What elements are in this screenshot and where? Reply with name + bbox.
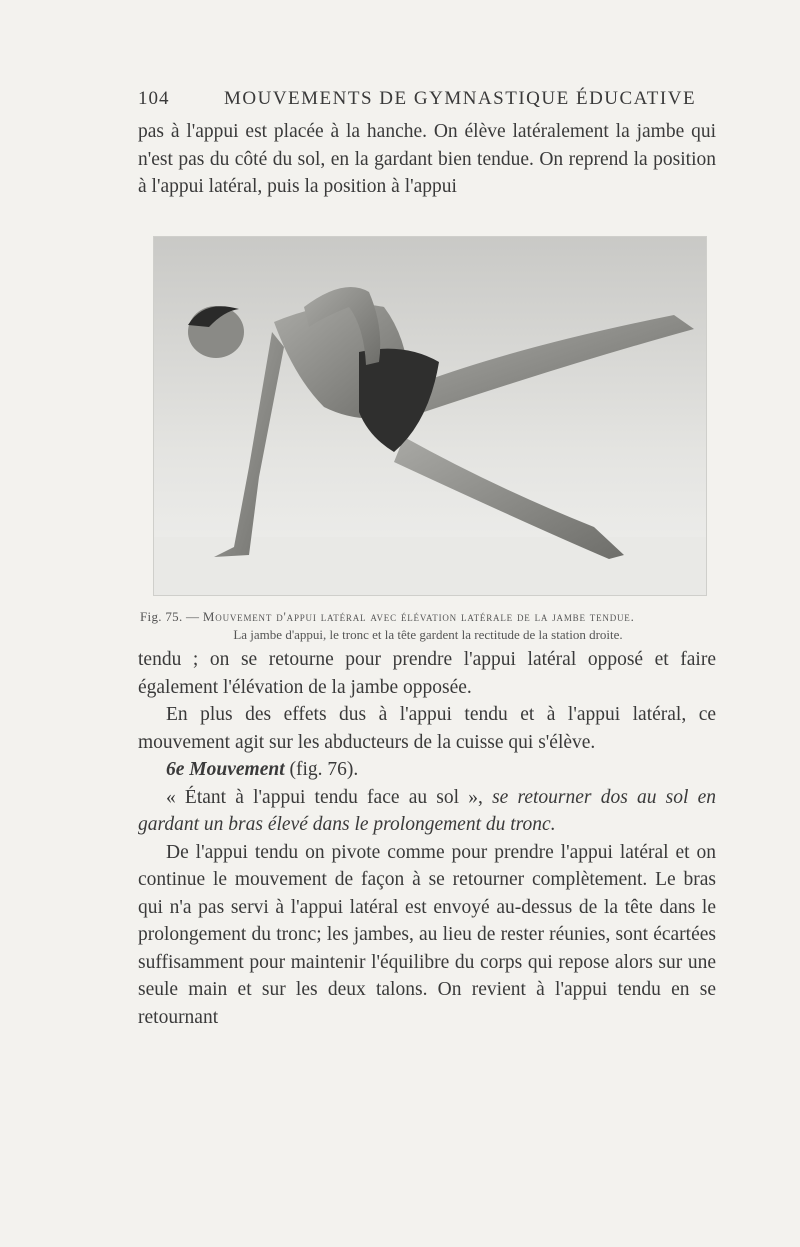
caption-description: La jambe d'appui, le tronc et la tête gardent la rectitude de la station droite. — [233, 627, 623, 642]
top-paragraph — [138, 118, 716, 201]
figure-photograph — [153, 236, 707, 596]
paragraph-4 — [138, 784, 716, 839]
paragraph-2: En plus des effets dus à l'appui tendu et à l'appui latéral, ce mouvement agit sur les abducteurs de la cuisse qui s'élève. — [138, 704, 716, 753]
figure-label: Fig. 75. — — [140, 609, 200, 624]
quote-text: « Étant à l'appui tendu face au sol », — [166, 786, 483, 808]
paragraph-5: De l'appui tendu on pivote comme pour prendre l'appui latéral et on continue le mouvement de façon à se retourner complètement. Le bras qui n'a pas servi à l'appui latéral est envoyé au-dessus de la tête dans le prolongement du tronc; les jambes, au lieu de rester réunies, sont écartées suffisamment pour maintenir l'équilibre du corps qui repose alors sur une seule main et sur les deux talons. On revient à l'appui tendu en se retournant — [138, 841, 716, 1028]
italic-instruction: se retourner dos au sol en gardant un bras élevé dans le prolongement du tronc. — [138, 786, 717, 835]
paragraph-1: tendu ; on se retourne pour prendre l'appui latéral opposé et faire également l'élévation de la jambe opposée. — [138, 649, 716, 698]
movement-heading-line — [138, 756, 716, 784]
running-title: MOUVEMENTS DE GYMNASTIQUE ÉDUCATIVE — [224, 88, 697, 109]
running-header — [138, 88, 716, 118]
page-number: 104 — [138, 88, 170, 109]
gymnast-side-plank-illustration — [154, 237, 706, 595]
caption-title-line — [140, 608, 716, 626]
figure-title: Mouvement d'appui latéral avec élévation latérale de la jambe tendue. — [202, 609, 635, 624]
body-text — [138, 646, 716, 1031]
movement-heading: 6e Mouvement — [166, 759, 285, 780]
figure-caption — [140, 608, 716, 644]
figure-reference: (fig. 76). — [289, 759, 359, 780]
paragraph-text: pas à l'appui est placée à la hanche. On élève latéralement la jambe qui n'est pas du côté du sol, en la gardant bien tendue. On reprend la position à l'appui latéral, puis la position à l'appui — [138, 121, 716, 197]
